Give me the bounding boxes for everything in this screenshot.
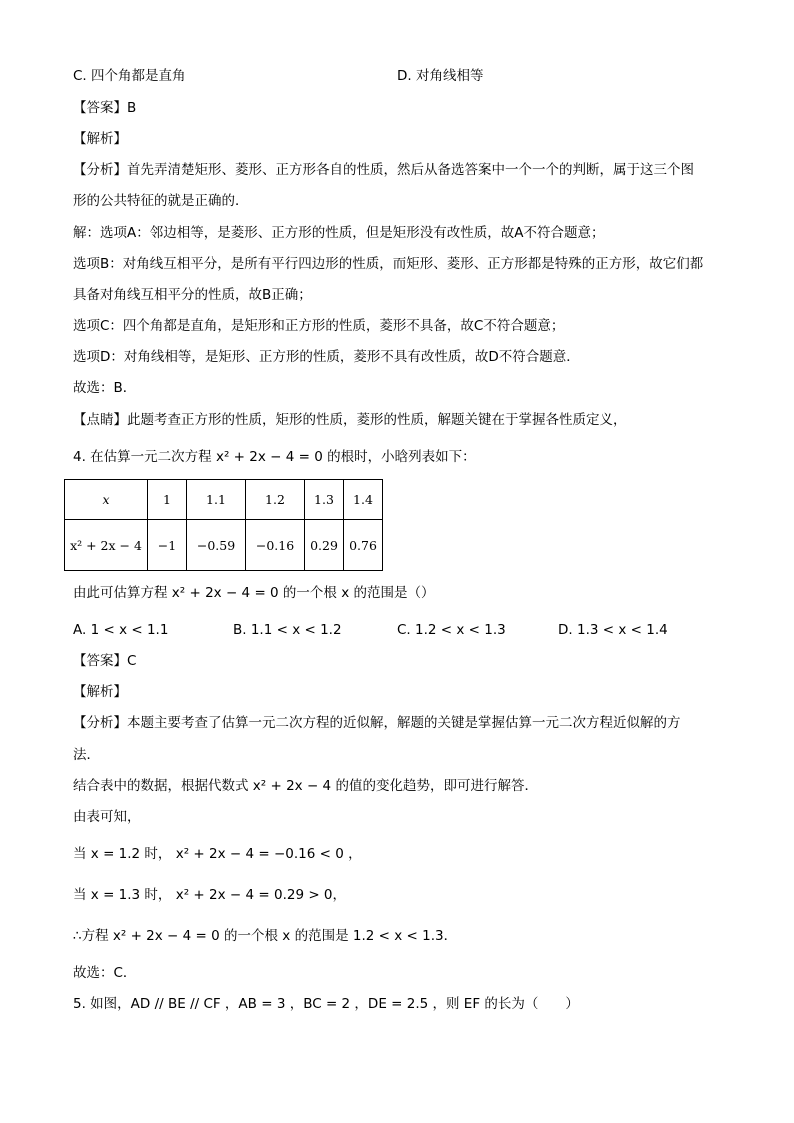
q4-conclusion: ∴方程 x² + 2x − 4 = 0 的一个根 x 的范围是 1.2 < x < 1.3． [73, 928, 458, 944]
q3-solution-b-line2: 具备对角线互相平分的性质，故B正确； [73, 287, 312, 303]
table-cell: 1 [148, 480, 187, 520]
q3-fenxi-line2: 形的公共特征的就是正确的． [73, 193, 249, 209]
q4-fenxi-line1: 【分析】本题主要考查了估算一元二次方程的近似解，解题的关键是掌握估算一元二次方程近似解的方 [73, 715, 681, 731]
q4-choice: 故选：C． [73, 965, 137, 981]
q3-solution-b-line1: 选项B：对角线互相平分，是所有平行四边形的性质，而矩形、菱形、正方形都是特殊的正方形，故它们都 [73, 256, 704, 272]
table-cell: 1.1 [187, 480, 246, 520]
q3-analysis-label: 【解析】 [73, 131, 127, 147]
q4-case-1-2: 当 x = 1.2 时， x² + 2x − 4 = −0.16 < 0 ， [73, 846, 362, 862]
q3-fenxi-line1: 【分析】首先弄清楚矩形、菱形、正方形各自的性质，然后从备选答案中一个一个的判断，属于这三个图 [73, 162, 694, 178]
q3-answer: 【答案】B [73, 100, 137, 116]
table-cell: x [65, 480, 148, 520]
q5-stem: 5. 如图，AD // BE // CF ，AB = 3 ，BC = 2 ，DE = 2.5 ，则 EF 的长为（ ） [73, 996, 579, 1012]
q4-option-b: B. 1.1 < x < 1.2 [233, 622, 342, 638]
q4-option-a: A. 1 < x < 1.1 [73, 622, 169, 638]
q4-case-1-3: 当 x = 1.3 时， x² + 2x − 4 = 0.29 > 0， [73, 887, 347, 903]
table-cell: 1.4 [344, 480, 383, 520]
q4-option-c: C. 1.2 < x < 1.3 [397, 622, 506, 638]
table-cell: x² + 2x − 4 [65, 520, 148, 571]
q4-answer: 【答案】C [73, 653, 137, 669]
q3-choice: 故选：B． [73, 380, 137, 396]
table-row-value [65, 520, 383, 571]
q3-option-c: C. 四个角都是直角 [73, 68, 186, 84]
q4-option-d: D. 1.3 < x < 1.4 [558, 622, 668, 638]
estimate-table [64, 479, 383, 571]
q3-dianjing: 【点睛】此题考查正方形的性质，矩形的性质，菱形的性质，解题关键在于掌握各性质定义， [73, 412, 627, 428]
table-cell: −0.59 [187, 520, 246, 571]
q4-analysis-label: 【解析】 [73, 684, 127, 700]
q4-table-intro: 由表可知， [73, 809, 141, 825]
table-cell: 0.29 [305, 520, 344, 571]
q4-ask: 由此可估算方程 x² + 2x − 4 = 0 的一个根 x 的范围是（） [73, 585, 435, 601]
table-cell: −1 [148, 520, 187, 571]
q3-solution-d: 选项D：对角线相等，是矩形、正方形的性质，菱形不具有改性质，故D不符合题意． [73, 349, 580, 365]
q3-option-d: D. 对角线相等 [397, 68, 484, 84]
q4-stem: 4. 在估算一元二次方程 x² + 2x − 4 = 0 的根时，小晗列表如下： [73, 449, 476, 465]
q3-solution-c: 选项C：四个角都是直角，是矩形和正方形的性质，菱形不具备，故C不符合题意； [73, 318, 565, 334]
table-cell: 1.2 [246, 480, 305, 520]
q3-solution-a: 解：选项A：邻边相等，是菱形、正方形的性质，但是矩形没有改性质，故A不符合题意； [73, 225, 605, 241]
table-row-x [65, 480, 383, 520]
table-cell: 1.3 [305, 480, 344, 520]
table-cell: −0.16 [246, 520, 305, 571]
q4-fenxi-line2: 法． [73, 747, 100, 763]
q4-combine-line: 结合表中的数据，根据代数式 x² + 2x − 4 的值的变化趋势，即可进行解答． [73, 778, 538, 794]
table-cell: 0.76 [344, 520, 383, 571]
